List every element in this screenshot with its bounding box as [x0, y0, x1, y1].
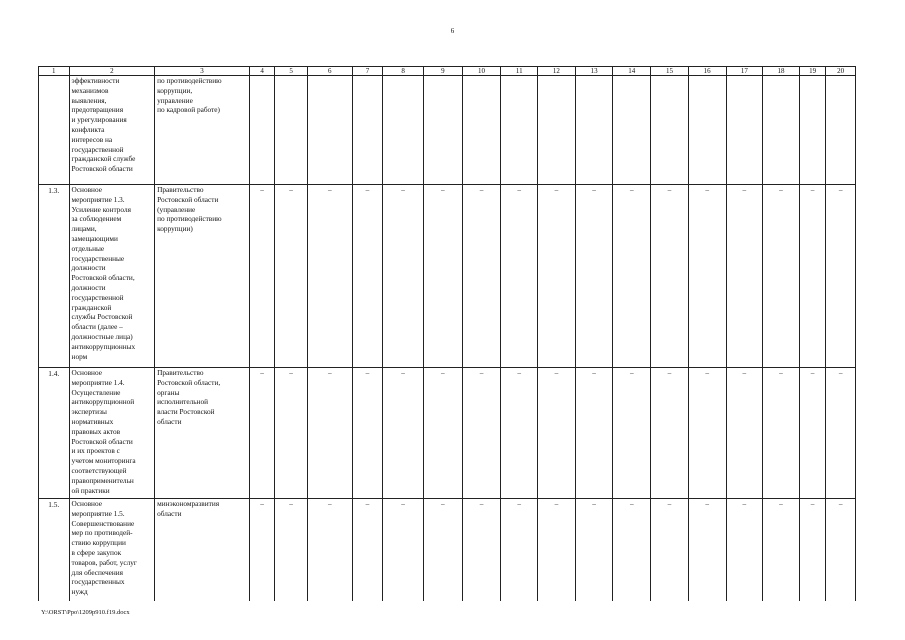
- value-cell: –: [613, 185, 651, 368]
- column-number-cell: 16: [688, 67, 726, 76]
- column-number-cell: 12: [538, 67, 576, 76]
- value-cell: –: [575, 368, 613, 499]
- value-cell: [307, 76, 352, 185]
- value-cell: –: [423, 499, 462, 602]
- value-cell: [249, 76, 274, 185]
- value-cell: –: [613, 499, 651, 602]
- value-cell: –: [501, 368, 538, 499]
- value-cell: –: [383, 185, 424, 368]
- value-cell: –: [726, 499, 763, 602]
- value-cell: [826, 76, 856, 185]
- value-cell: –: [352, 185, 383, 368]
- value-cell: –: [538, 499, 576, 602]
- value-cell: –: [688, 368, 726, 499]
- value-cell: –: [726, 185, 763, 368]
- column-number-cell: 9: [423, 67, 462, 76]
- activity-cell: Основное мероприятие 1.3. Усиление контроля за соблюдением лицами, замещающими отдельные государственные должности Ростовской области, должности государственной гражданской службы Ростовской области (далее – должностные лица) антикоррупционных норм: [69, 185, 155, 368]
- value-cell: [688, 76, 726, 185]
- activity-cell: Основное мероприятие 1.4. Осуществление антикоррупционной экспертизы нормативных правовых актов Ростовской области и их проектов с учетом мониторинга соответствующей правоприменительн ой практики: [69, 368, 155, 499]
- value-cell: [383, 76, 424, 185]
- value-cell: [726, 76, 763, 185]
- column-number-cell: 1: [39, 67, 70, 76]
- value-cell: –: [275, 499, 308, 602]
- value-cell: –: [423, 368, 462, 499]
- table-row: [39, 76, 856, 185]
- value-cell: –: [826, 499, 856, 602]
- value-cell: –: [538, 185, 576, 368]
- table-row: [39, 185, 856, 368]
- row-number-cell: 1.3.: [39, 185, 70, 368]
- value-cell: –: [462, 185, 501, 368]
- value-cell: –: [275, 185, 308, 368]
- value-cell: [423, 76, 462, 185]
- value-cell: –: [249, 185, 274, 368]
- row-number-cell: 1.4.: [39, 368, 70, 499]
- table-row: [39, 368, 856, 499]
- value-cell: –: [763, 185, 800, 368]
- value-cell: [799, 76, 825, 185]
- value-cell: –: [613, 368, 651, 499]
- row-number-cell: [39, 76, 70, 185]
- activity-cell: эффективности механизмов выявления, предотвращения и урегулирования конфликта интересов на государственной гражданской службе Ростовской области: [69, 76, 155, 185]
- value-cell: –: [688, 185, 726, 368]
- value-cell: –: [275, 368, 308, 499]
- value-cell: –: [826, 368, 856, 499]
- column-number-cell: 6: [307, 67, 352, 76]
- value-cell: –: [383, 368, 424, 499]
- column-number-cell: 14: [613, 67, 651, 76]
- value-cell: –: [799, 368, 825, 499]
- column-number-cell: 18: [763, 67, 800, 76]
- value-cell: [501, 76, 538, 185]
- page-number: 6: [450, 27, 455, 35]
- row-number-cell: 1.5.: [39, 499, 70, 602]
- value-cell: [275, 76, 308, 185]
- value-cell: –: [826, 185, 856, 368]
- value-cell: –: [307, 499, 352, 602]
- value-cell: –: [501, 185, 538, 368]
- column-number-cell: 11: [501, 67, 538, 76]
- value-cell: –: [249, 499, 274, 602]
- column-number-cell: 3: [155, 67, 250, 76]
- value-cell: –: [462, 368, 501, 499]
- column-number-row: [39, 67, 856, 76]
- value-cell: –: [352, 368, 383, 499]
- program-table: [38, 66, 856, 601]
- column-number-cell: 19: [799, 67, 825, 76]
- value-cell: –: [651, 499, 689, 602]
- value-cell: –: [799, 185, 825, 368]
- value-cell: –: [763, 368, 800, 499]
- value-cell: –: [352, 499, 383, 602]
- value-cell: [538, 76, 576, 185]
- column-number-cell: 4: [249, 67, 274, 76]
- value-cell: –: [249, 368, 274, 499]
- value-cell: –: [423, 185, 462, 368]
- value-cell: –: [575, 499, 613, 602]
- value-cell: [352, 76, 383, 185]
- column-number-cell: 20: [826, 67, 856, 76]
- activity-cell: Основное мероприятие 1.5. Совершенствование мер по противодей- ствию коррупции в сфере закупок товаров, работ, услуг для обеспечения государственных нужд: [69, 499, 155, 602]
- value-cell: –: [763, 499, 800, 602]
- column-number-cell: 5: [275, 67, 308, 76]
- value-cell: –: [501, 499, 538, 602]
- column-number-cell: 15: [651, 67, 689, 76]
- value-cell: [462, 76, 501, 185]
- table-row: [39, 499, 856, 602]
- value-cell: –: [651, 185, 689, 368]
- value-cell: [613, 76, 651, 185]
- value-cell: –: [726, 368, 763, 499]
- value-cell: –: [575, 185, 613, 368]
- column-number-cell: 10: [462, 67, 501, 76]
- column-number-cell: 2: [69, 67, 155, 76]
- value-cell: –: [651, 368, 689, 499]
- executor-cell: минэкономразвития области: [155, 499, 250, 602]
- value-cell: –: [307, 185, 352, 368]
- value-cell: [763, 76, 800, 185]
- column-number-cell: 13: [575, 67, 613, 76]
- value-cell: –: [307, 368, 352, 499]
- value-cell: –: [799, 499, 825, 602]
- value-cell: –: [688, 499, 726, 602]
- executor-cell: Правительство Ростовской области (управление по противодействию коррупции): [155, 185, 250, 368]
- value-cell: [651, 76, 689, 185]
- value-cell: –: [383, 499, 424, 602]
- value-cell: [575, 76, 613, 185]
- column-number-cell: 8: [383, 67, 424, 76]
- value-cell: –: [538, 368, 576, 499]
- executor-cell: по противодействию коррупции, управление по кадровой работе): [155, 76, 250, 185]
- footer-file-path: Y:\ORST\Ppo\1209p910.f19.docx: [41, 609, 130, 616]
- executor-cell: Правительство Ростовской области, органы исполнительной власти Ростовской области: [155, 368, 250, 499]
- value-cell: –: [462, 499, 501, 602]
- column-number-cell: 7: [352, 67, 383, 76]
- column-number-cell: 17: [726, 67, 763, 76]
